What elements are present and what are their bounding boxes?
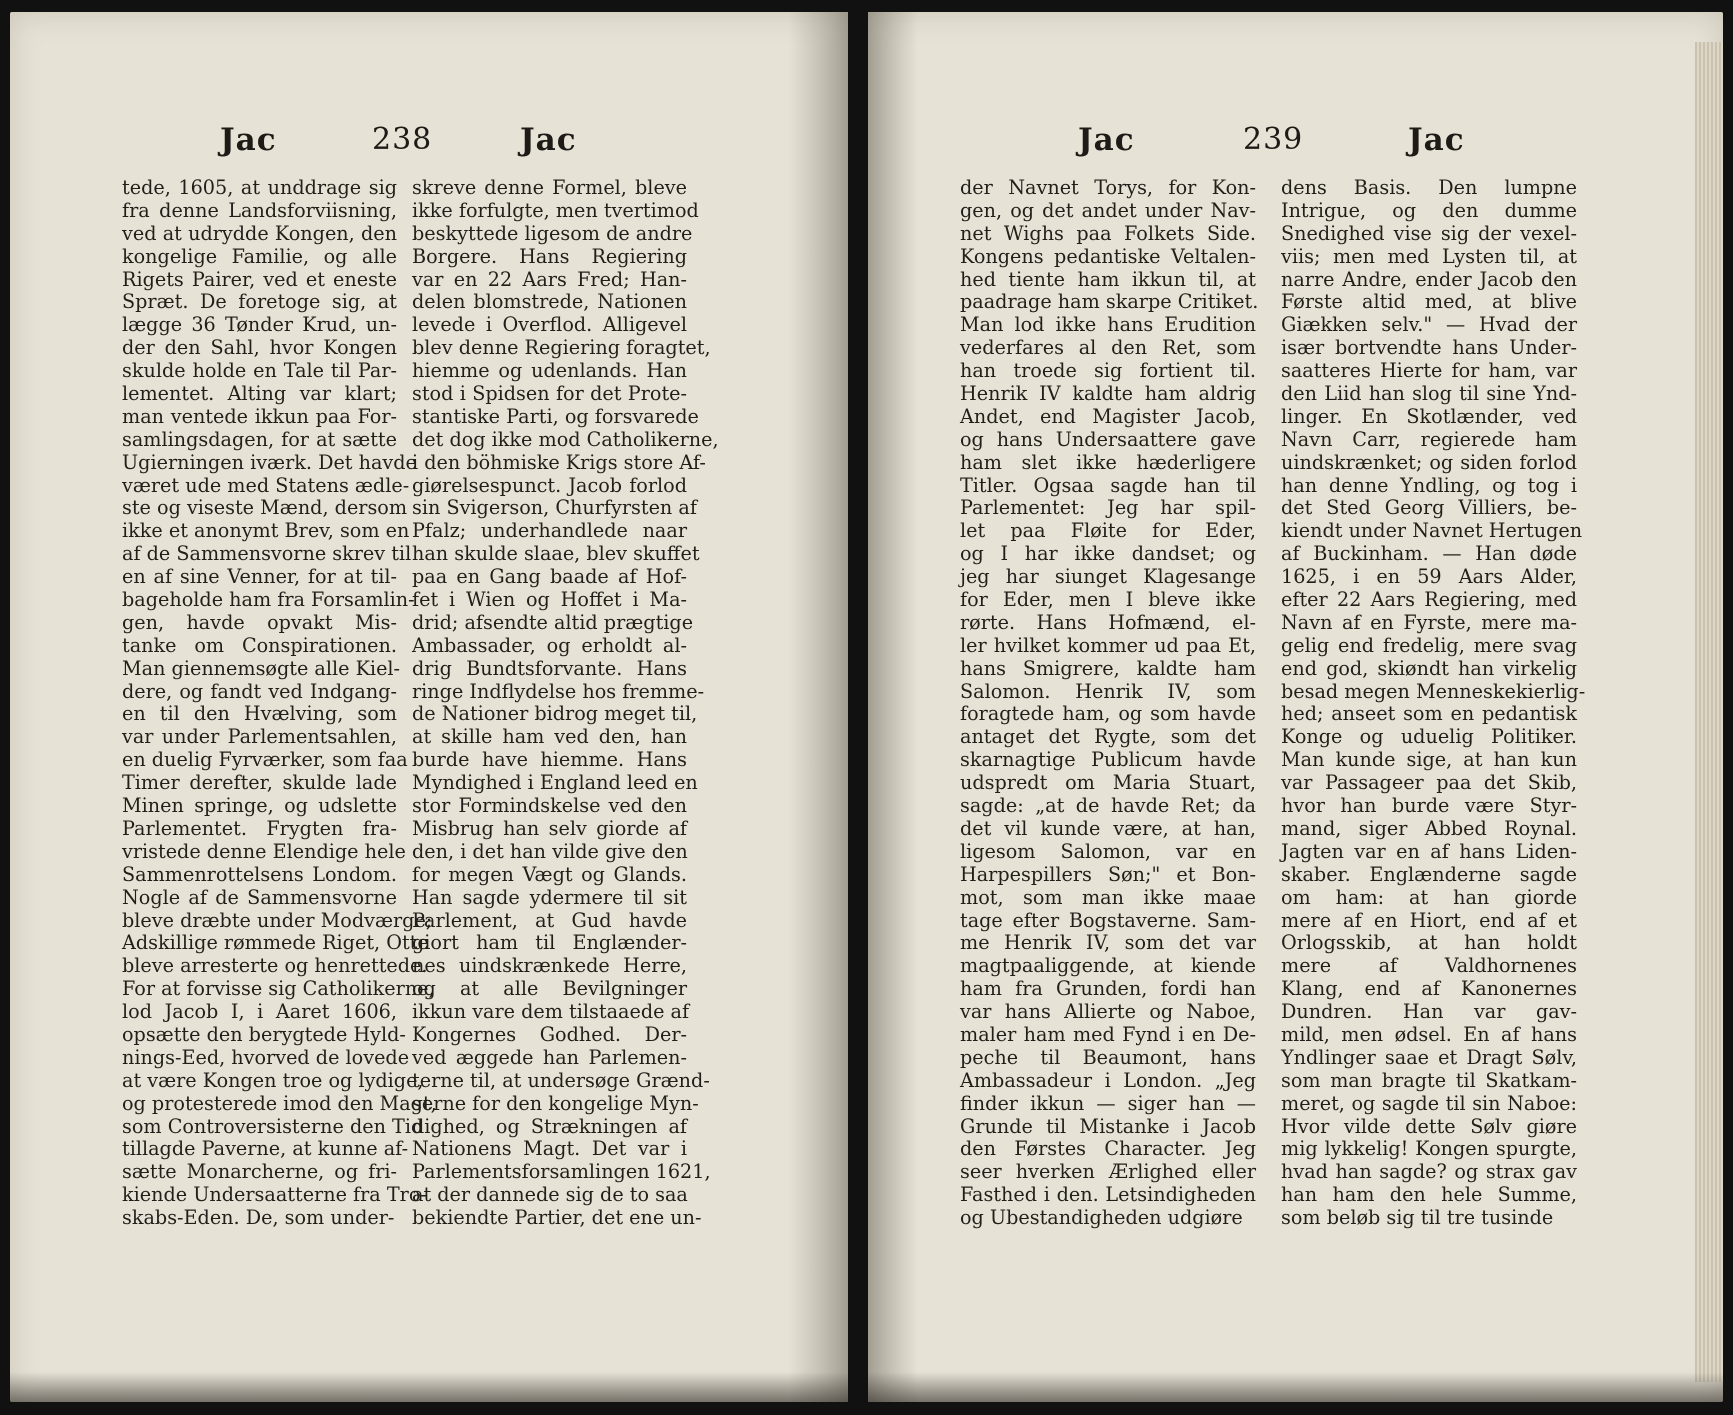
text-line: foragtede ham, og som havde xyxy=(960,702,1256,726)
text-line: delen blomstrede, Nationen xyxy=(412,290,687,314)
text-line: Orlogsskib, at han holdt xyxy=(1281,931,1577,955)
text-line: skulde holde en Tale til Par- xyxy=(122,359,397,383)
text-line: uindskrænket; og siden forlod xyxy=(1281,450,1577,474)
text-line: som man bragte til Skatkam- xyxy=(1281,1068,1577,1092)
text-line: bageholde ham fra Forsamlin- xyxy=(122,588,415,612)
text-line: bekiendte Partier, det ene un- xyxy=(412,1206,702,1230)
text-line: tanke om Conspirationen. xyxy=(122,633,397,657)
text-line: mere af en Hiort, end af et xyxy=(1281,908,1577,932)
text-line: levede i Overflod. Alligevel xyxy=(412,313,687,337)
page-bottom-shadow xyxy=(868,1372,1723,1402)
text-line: var hans Allierte og Naboe, xyxy=(960,1000,1256,1024)
text-line: Andet, end Magister Jacob, xyxy=(960,404,1256,428)
text-line: mig lykkelig! Kongen spurgte, xyxy=(1281,1137,1577,1161)
running-head-left: Jac xyxy=(1078,122,1135,158)
text-line: Rigets Pairer, ved et eneste xyxy=(122,267,397,291)
text-line: Jagten var en af hans Liden- xyxy=(1281,839,1577,863)
text-line: dens Basis. Den lumpne xyxy=(1281,176,1577,199)
text-line: sætte Monarcherne, og fri- xyxy=(122,1160,397,1184)
text-line: var Passageer paa det Skib, xyxy=(1281,771,1577,795)
text-line: me Henrik IV, som det var xyxy=(960,931,1256,955)
text-line: man ventede ikkun paa For- xyxy=(122,404,397,428)
text-line: lægge 36 Tønder Krud, un- xyxy=(122,313,397,337)
text-line: saatteres Hierte for ham, var xyxy=(1281,359,1577,383)
text-line: blev denne Regiering foragtet, xyxy=(412,336,711,360)
text-line: nes uindskrænkede Herre, xyxy=(412,954,687,978)
text-line: især bortvendte hans Under- xyxy=(1281,336,1577,360)
text-line: Sammenrottelsens Londom. xyxy=(122,862,397,886)
text-line: Ambassadeur i London. „Jeg xyxy=(960,1068,1256,1092)
text-line: ste og viseste Mænd, dersom xyxy=(122,496,408,520)
text-line: jeg har siunget Klagesange xyxy=(960,565,1256,589)
text-line: Parlementet: Jeg har spil- xyxy=(960,496,1256,520)
text-line: Snedighed vise sig der vexel- xyxy=(1281,221,1577,245)
text-line: let paa Fløite for Eder, xyxy=(960,519,1256,543)
text-line: lementet. Alting var klart; xyxy=(122,382,397,406)
gutter-shadow xyxy=(868,12,918,1402)
text-line: hvad han sagde? og strax gav xyxy=(1281,1160,1577,1184)
text-line: nings-Eed, hvorved de lovede xyxy=(122,1045,410,1069)
text-line: Kongernes Godhed. Der- xyxy=(412,1022,687,1046)
running-head-right: Jac xyxy=(1408,122,1465,158)
page-number: 238 xyxy=(372,122,433,157)
text-line: ham slet ikke hæderligere xyxy=(960,450,1256,474)
gutter-shadow xyxy=(788,12,848,1402)
text-line: tede, 1605, at unddrage sig xyxy=(122,176,397,199)
text-line: stod i Spidsen for det Prote- xyxy=(412,382,687,406)
text-line: paadrage ham skarpe Critiket. xyxy=(960,290,1259,314)
text-line: han skulde slaae, blev skuffet xyxy=(412,542,700,566)
text-column-1 xyxy=(122,176,437,1230)
text-line: Giækken selv." — Hvad der xyxy=(1281,313,1577,337)
text-line: at skille ham ved den, han xyxy=(412,725,687,749)
text-line: net Wighs paa Folkets Side. xyxy=(960,221,1256,245)
text-line: Titler. Ogsaa sagde han til xyxy=(960,473,1256,497)
text-line: han ham den hele Summe, xyxy=(1281,1183,1577,1207)
right-page xyxy=(868,12,1723,1402)
text-line: været ude med Statens ædle- xyxy=(122,473,410,497)
text-line: meret, og sagde til sin Naboe: xyxy=(1281,1091,1577,1115)
text-line: skreve denne Formel, bleve xyxy=(412,176,687,199)
text-line: Myndighed i England leed en xyxy=(412,771,698,795)
text-line: Pfalz; underhandlede naar xyxy=(412,519,687,543)
text-line: Parlementet. Frygten fra- xyxy=(122,816,397,840)
text-line: Hvor vilde dette Sølv giøre xyxy=(1281,1114,1577,1138)
text-line: Adskillige rømmede Riget, Otte xyxy=(122,931,429,955)
text-line: Navn Carr, regierede ham xyxy=(1281,427,1577,451)
text-line: Henrik IV kaldte ham aldrig xyxy=(960,382,1256,406)
text-line: Timer derefter, skulde lade xyxy=(122,771,397,795)
text-line: for megen Vægt og Glands. xyxy=(412,862,687,886)
text-line: Borgere. Hans Regiering xyxy=(412,244,687,268)
text-line: dighed, og Strækningen af xyxy=(412,1114,687,1138)
text-line: mere af Valdhornenes xyxy=(1281,954,1577,978)
text-line: beskyttede ligesom de andre xyxy=(412,221,693,245)
text-line: serne for den kongelige Myn- xyxy=(412,1091,699,1115)
text-line: Spræt. De foretoge sig, at xyxy=(122,290,397,314)
text-line: samlingsdagen, for at sætte xyxy=(122,427,397,451)
text-line: Man giennemsøgte alle Kiel- xyxy=(122,656,401,680)
text-line: ved æggede han Parlemen- xyxy=(412,1045,687,1069)
text-line: dere, og fandt ved Indgang- xyxy=(122,679,397,703)
text-line: han troede sig fortient til. xyxy=(960,359,1256,383)
text-line: vederfares al den Ret, som xyxy=(960,336,1256,360)
text-line: det Sted Georg Villiers, be- xyxy=(1281,496,1577,520)
text-column-2 xyxy=(1281,176,1586,1230)
running-head-right: Jac xyxy=(520,122,577,158)
text-line: Nationens Magt. Det var i xyxy=(412,1137,687,1161)
text-line: skarnagtige Publicum havde xyxy=(960,748,1256,772)
text-line: en til den Hvælving, som xyxy=(122,702,397,726)
text-line: de Nationer bidrog meget til, xyxy=(412,702,698,726)
page-bottom-shadow xyxy=(10,1372,848,1402)
text-line: ringe Indflydelse hos fremme- xyxy=(412,679,705,703)
text-line: Dundren. Han var gav- xyxy=(1281,1000,1577,1024)
text-line: opsætte den berygtede Hyld- xyxy=(122,1022,406,1046)
text-column-1 xyxy=(960,176,1259,1230)
text-line: hed; anseet som en pedantisk xyxy=(1281,702,1577,726)
text-line: Yndlinger saae et Dragt Sølv, xyxy=(1281,1045,1577,1069)
text-line: af de Sammensvorne skrev til xyxy=(122,542,412,566)
text-line: som Controversisterne den Tid xyxy=(122,1114,424,1138)
text-line: mild, men ødsel. En af hans xyxy=(1281,1022,1577,1046)
text-line: gelig end fredelig, mere svag xyxy=(1281,633,1577,657)
text-line: kongelige Familie, og alle xyxy=(122,244,397,268)
text-line: ler hvilket kommer ud paa Et, xyxy=(960,633,1256,657)
text-line: i den böhmiske Krigs store Af- xyxy=(412,450,706,474)
text-line: stantiske Parti, og forsvarede xyxy=(412,404,699,428)
text-line: Misbrug han selv giorde af xyxy=(412,816,687,840)
text-line: som beløb sig til tre tusinde xyxy=(1281,1206,1554,1230)
text-line: giørelsespunct. Jacob forlod xyxy=(412,473,687,497)
text-line: Parlement, at Gud havde xyxy=(412,908,687,932)
text-column-2 xyxy=(412,176,719,1230)
text-line: burde have hiemme. Hans xyxy=(412,748,687,772)
left-page xyxy=(10,12,848,1402)
text-line: 1625, i en 59 Aars Alder, xyxy=(1281,565,1577,589)
text-line: og Ubestandigheden udgiøre xyxy=(960,1206,1243,1230)
text-line: kiendt under Navnet Hertugen xyxy=(1281,519,1583,543)
text-line: vristede denne Elendige hele xyxy=(122,839,406,863)
text-line: rørte. Hans Hofmænd, el- xyxy=(960,610,1256,634)
text-line: Han sagde ydermere til sit xyxy=(412,885,687,909)
text-line: bleve dræbte under Modværge; xyxy=(122,908,433,932)
text-line: kiende Undersaatterne fra Tro- xyxy=(122,1183,427,1207)
text-line: han denne Yndling, og tog i xyxy=(1281,473,1577,497)
text-line: Nogle af de Sammensvorne xyxy=(122,885,397,909)
running-head-left: Jac xyxy=(220,122,277,158)
text-line: ligesom Salomon, var en xyxy=(960,839,1256,863)
text-line: For at forvisse sig Catholikerne, xyxy=(122,977,435,1001)
text-line: drid; afsendte altid prægtige xyxy=(412,610,694,634)
text-line: ikke forfulgte, men tvertimod xyxy=(412,198,699,222)
text-line: antaget det Rygte, som det xyxy=(960,725,1256,749)
text-line: der den Sahl, hvor Kongen xyxy=(122,336,397,360)
page-edges xyxy=(1695,42,1723,1382)
text-line: og I har ikke dandset; og xyxy=(960,542,1256,566)
text-line: hed tiente ham ikkun til, at xyxy=(960,267,1256,291)
text-line: Navn af en Fyrste, mere ma- xyxy=(1281,610,1577,634)
text-line: ikkun vare dem tilstaaede af xyxy=(412,1000,690,1024)
text-line: tillagde Paverne, at kunne af- xyxy=(122,1137,409,1161)
text-line: Harpespillers Søn;" et Bon- xyxy=(960,862,1256,886)
text-line: Kongens pedantiske Veltalen- xyxy=(960,244,1256,268)
text-line: Fasthed i den. Letsindigheden xyxy=(960,1183,1256,1207)
text-line: viis; men med Lysten til, at xyxy=(1281,244,1577,268)
text-line: Konge og uduelig Politiker. xyxy=(1281,725,1577,749)
text-line: skabs-Eden. De, som under- xyxy=(122,1206,395,1230)
text-line: mand, siger Abbed Roynal. xyxy=(1281,816,1577,840)
text-line: en duelig Fyrværker, som faa xyxy=(122,748,408,772)
text-line: finder ikkun — siger han — xyxy=(960,1091,1256,1115)
text-line: sin Svigerson, Churfyrsten af xyxy=(412,496,697,520)
text-line: Salomon. Henrik IV, som xyxy=(960,679,1256,703)
text-line: der Navnet Torys, for Kon- xyxy=(960,176,1256,199)
text-line: Ugierningen iværk. Det havde xyxy=(122,450,417,474)
text-line: Første altid med, at blive xyxy=(1281,290,1577,314)
text-line: bleve arresterte og henrettede. xyxy=(122,954,428,978)
text-line: var en 22 Aars Fred; Han- xyxy=(412,267,687,291)
text-line: hans Smigrere, kaldte ham xyxy=(960,656,1256,680)
text-line: stor Formindskelse ved den xyxy=(412,794,687,818)
text-line: ham fra Grunden, fordi han xyxy=(960,977,1256,1001)
text-line: Intrigue, og den dumme xyxy=(1281,198,1577,222)
text-line: det dog ikke mod Catholikerne, xyxy=(412,427,719,451)
text-line: peche til Beaumont, hans xyxy=(960,1045,1256,1069)
text-line: Man lod ikke hans Erudition xyxy=(960,313,1256,337)
text-line: at der dannede sig de to saa xyxy=(412,1183,688,1207)
text-line: narre Andre, ender Jacob den xyxy=(1281,267,1577,291)
text-line: om ham: at han giorde xyxy=(1281,885,1577,909)
text-line: mot, som man ikke maae xyxy=(960,885,1256,909)
text-line: en af sine Venner, for at til- xyxy=(122,565,397,589)
text-line: og at alle Bevilgninger xyxy=(412,977,687,1001)
text-line: det vil kunde være, at han, xyxy=(960,816,1256,840)
text-line: tage efter Bogstaverne. Sam- xyxy=(960,908,1256,932)
text-line: lod Jacob I, i Aaret 1606, xyxy=(122,1000,397,1024)
text-line: Ambassader, og erholdt al- xyxy=(412,633,687,657)
text-line: for Eder, men I bleve ikke xyxy=(960,588,1256,612)
text-line: gen, havde opvakt Mis- xyxy=(122,610,397,634)
text-line: ikke et anonymt Brev, som en xyxy=(122,519,410,543)
text-line: at være Kongen troe og lydige, xyxy=(122,1068,424,1092)
text-line: skaber. Englænderne sagde xyxy=(1281,862,1577,886)
text-line: linger. En Skotlænder, ved xyxy=(1281,404,1577,428)
text-line: magtpaaliggende, at kiende xyxy=(960,954,1256,978)
text-line: maler ham med Fynd i en De- xyxy=(960,1022,1256,1046)
text-line: den Førstes Character. Jeg xyxy=(960,1137,1256,1161)
text-line: var under Parlementsahlen, xyxy=(122,725,397,749)
text-line: den Liid han slog til sine Ynd- xyxy=(1281,382,1577,406)
text-line: drig Bundtsforvante. Hans xyxy=(412,656,687,680)
text-line: og hans Undersaattere gave xyxy=(960,427,1256,451)
text-line: Parlementsforsamlingen 1621, xyxy=(412,1160,711,1184)
text-line: den, i det han vilde give den xyxy=(412,839,688,863)
text-line: fra denne Landsforviisning, xyxy=(122,198,397,222)
text-line: Klang, end af Kanonernes xyxy=(1281,977,1577,1001)
text-line: end god, skiøndt han virkelig xyxy=(1281,656,1577,680)
text-line: og protesterede imod den Magt, xyxy=(122,1091,437,1115)
text-line: Grunde til Mistanke i Jacob xyxy=(960,1114,1256,1138)
text-line: terne til, at undersøge Grænd- xyxy=(412,1068,710,1092)
text-line: fet i Wien og Hoffet i Ma- xyxy=(412,588,687,612)
text-line: giort ham til Englænder- xyxy=(412,931,687,955)
text-line: efter 22 Aars Regiering, med xyxy=(1281,588,1577,612)
text-line: ved at udrydde Kongen, den xyxy=(122,221,397,245)
text-line: af Buckinham. — Han døde xyxy=(1281,542,1577,566)
text-line: hiemme og udenlands. Han xyxy=(412,359,687,383)
text-line: paa en Gang baade af Hof- xyxy=(412,565,687,589)
text-line: seer hverken Ærlighed eller xyxy=(960,1160,1256,1184)
text-line: hvor han burde være Styr- xyxy=(1281,794,1577,818)
text-line: udspredt om Maria Stuart, xyxy=(960,771,1256,795)
text-line: gen, og det andet under Nav- xyxy=(960,198,1256,222)
text-line: besad megen Menneskekierlig- xyxy=(1281,679,1586,703)
page-number: 239 xyxy=(1243,122,1304,157)
text-line: Minen springe, og udslette xyxy=(122,794,397,818)
text-line: Man kunde sige, at han kun xyxy=(1281,748,1577,772)
text-line: sagde: „at de havde Ret; da xyxy=(960,794,1256,818)
